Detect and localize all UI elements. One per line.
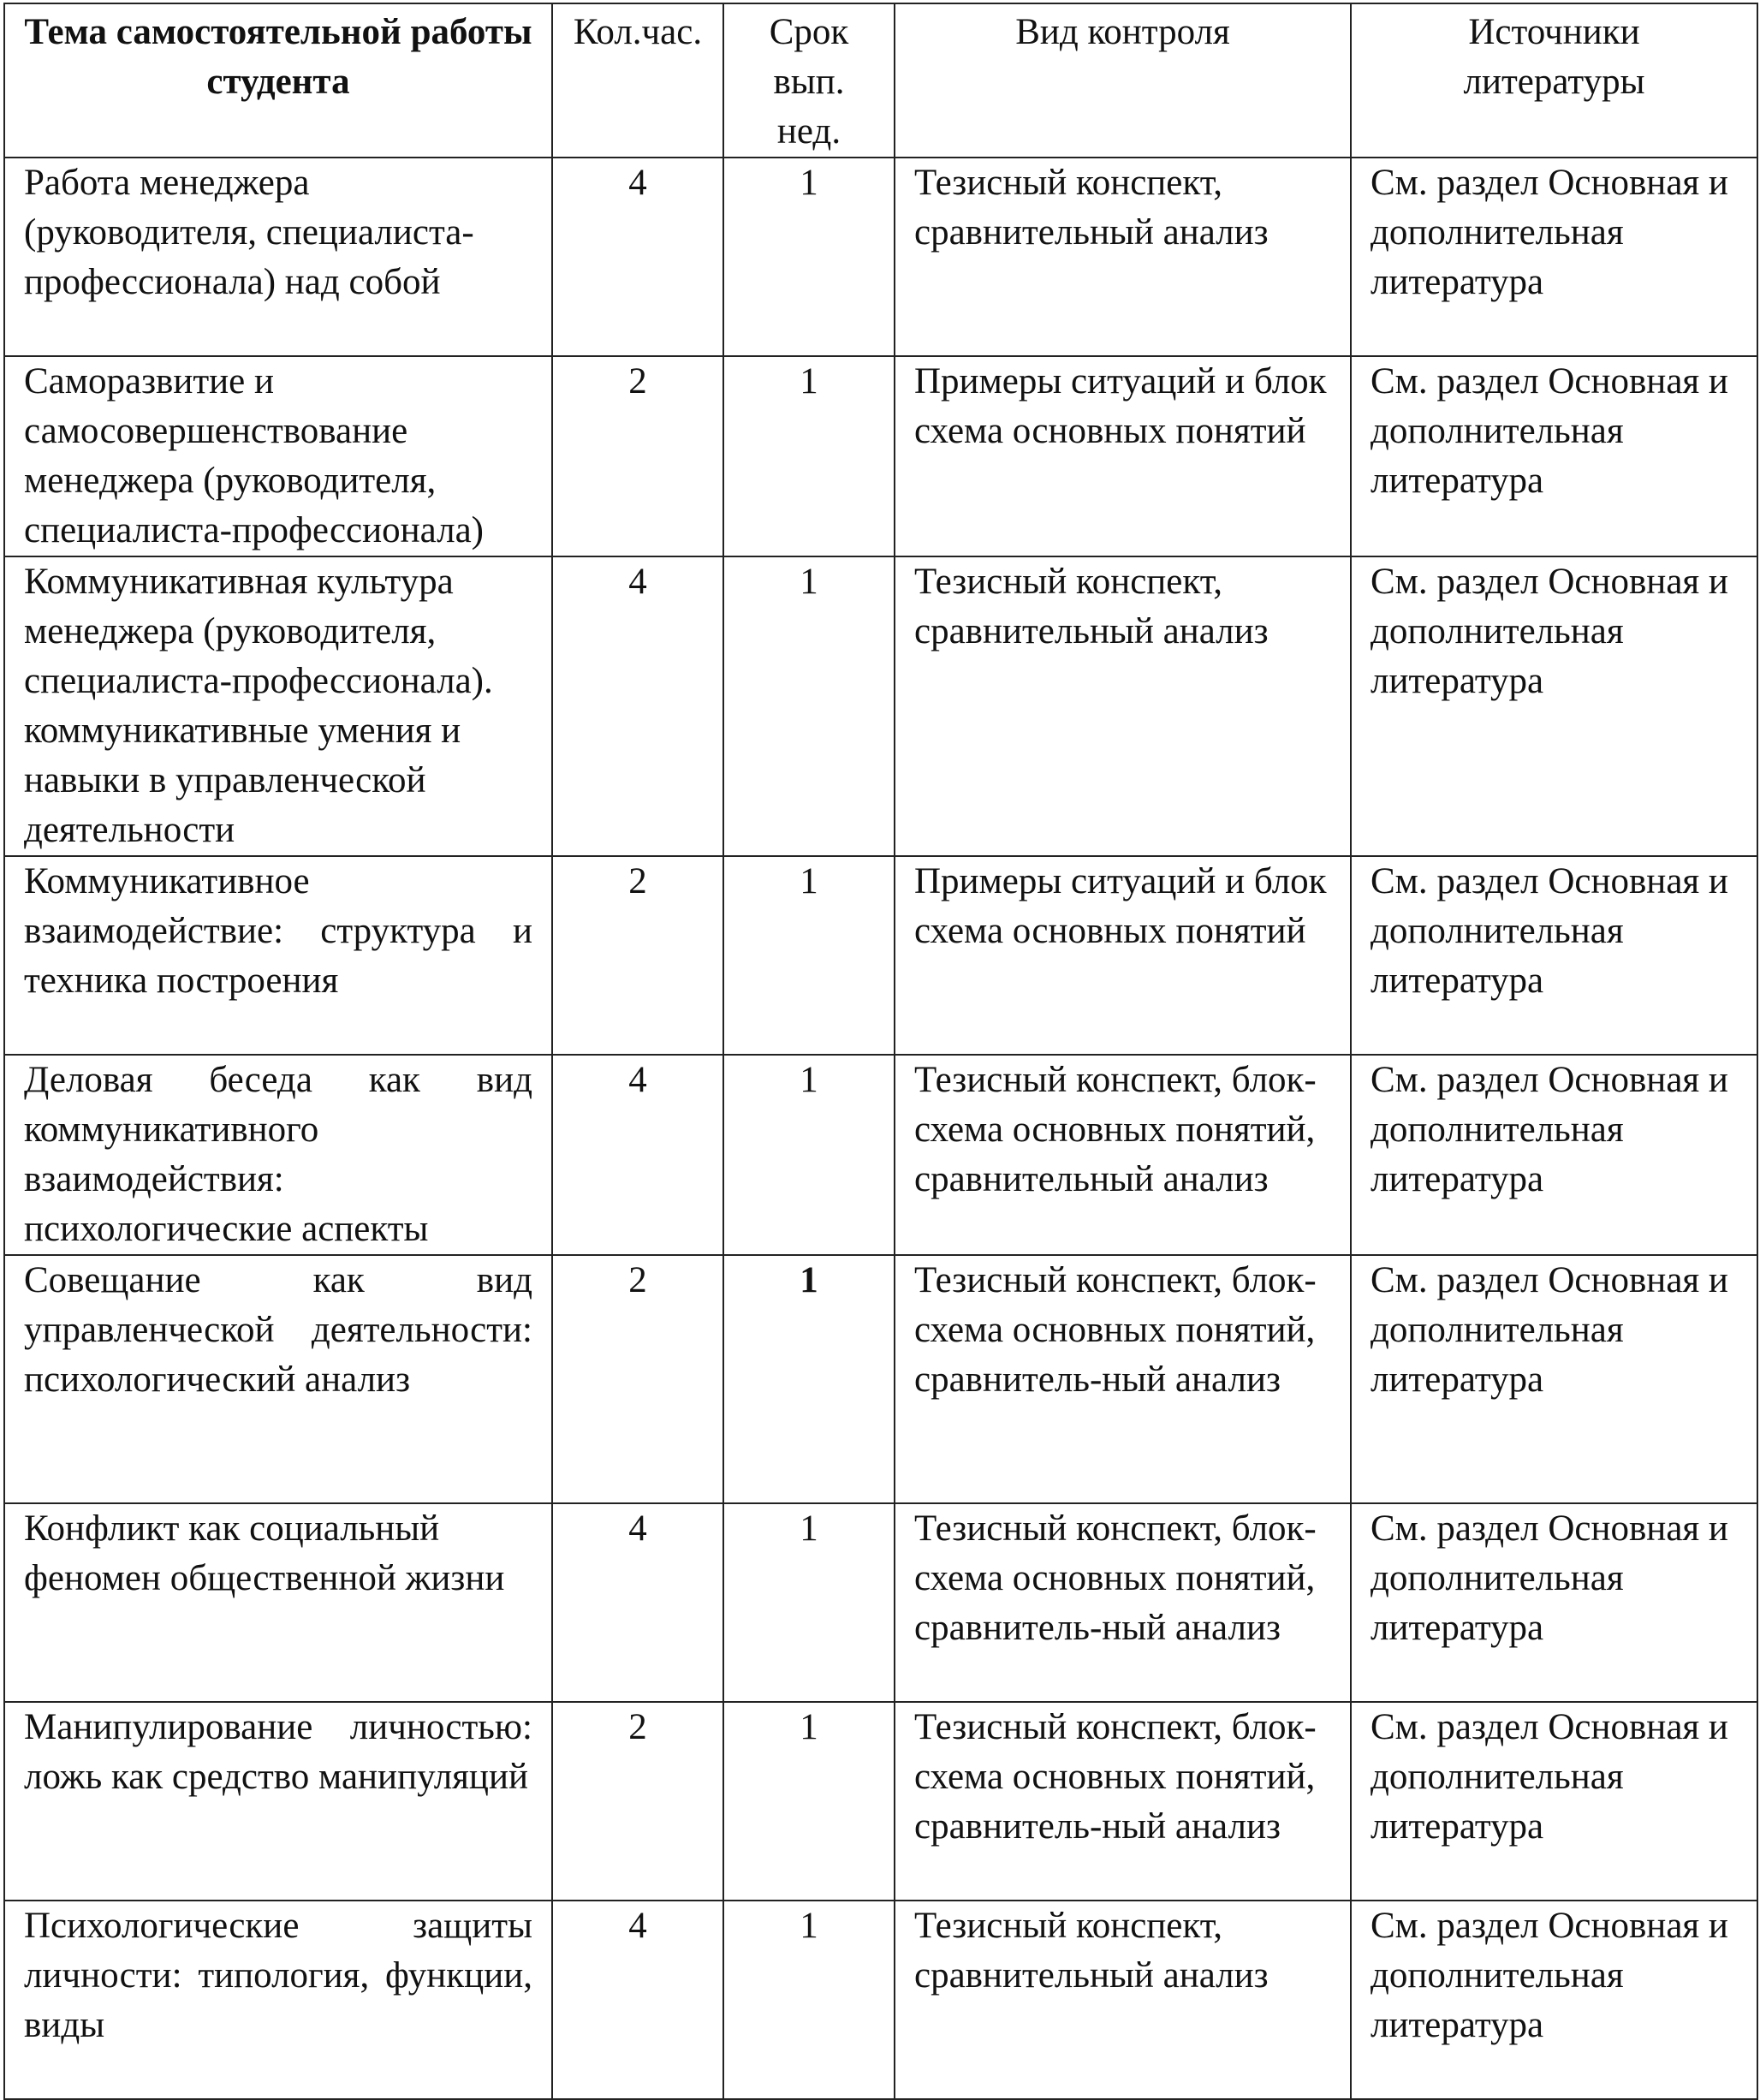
- sources-cell: См. раздел Основная и дополнительная литература: [1351, 158, 1757, 356]
- sources-cell: См. раздел Основная и дополнительная литература: [1351, 856, 1757, 1055]
- topic-cell: Коммуникативное взаимодействие: структура и техника построения: [4, 856, 552, 1055]
- hours-cell: 4: [552, 1055, 723, 1255]
- control-cell: Примеры ситуаций и блок схема основных понятий: [895, 856, 1351, 1055]
- term-cell: 1: [723, 1702, 895, 1901]
- term-cell: 1: [723, 1901, 895, 2099]
- table-row: [4, 1503, 1757, 1702]
- header-row: [4, 3, 1757, 158]
- term-cell: 1: [723, 158, 895, 356]
- hours-cell: 2: [552, 856, 723, 1055]
- topic-cell: Работа менеджера (руководителя, специалиста-профессионала) над собой: [4, 158, 552, 356]
- header-hours: [552, 3, 723, 158]
- hours-cell: 4: [552, 1901, 723, 2099]
- control-cell: Тезисный конспект, блок-схема основных понятий, сравнитель-ный анализ: [895, 1702, 1351, 1901]
- control-cell: Тезисный конспект, сравнительный анализ: [895, 1901, 1351, 2099]
- control-cell: Тезисный конспект, сравнительный анализ: [895, 158, 1351, 356]
- hours-cell: 2: [552, 356, 723, 556]
- header-term-text: Срок вып. нед.: [769, 12, 849, 152]
- control-cell: Тезисный конспект, блок-схема основных понятий, сравнительный анализ: [895, 1055, 1351, 1255]
- topic-cell: Саморазвитие и самосовершенствование менеджера (руководителя, специалиста-профессионала): [4, 356, 552, 556]
- sources-cell: См. раздел Основная и дополнительная литература: [1351, 1702, 1757, 1901]
- topic-cell: Манипулирование личностью: ложь как средство манипуляций: [4, 1702, 552, 1901]
- hours-cell: 4: [552, 556, 723, 856]
- term-cell: 1: [723, 556, 895, 856]
- hours-cell: 4: [552, 1503, 723, 1702]
- hours-cell: 4: [552, 158, 723, 356]
- sources-cell: См. раздел Основная и дополнительная литература: [1351, 1055, 1757, 1255]
- table-row: [4, 356, 1757, 556]
- sources-cell: См. раздел Основная и дополнительная литература: [1351, 1901, 1757, 2099]
- term-cell: 1: [723, 356, 895, 556]
- table-row: [4, 1055, 1757, 1255]
- topic-cell: Коммуникативная культура менеджера (руководителя, специалиста-профессионала). коммуникативные умения и навыки в управленческой деятельности: [4, 556, 552, 856]
- term-cell: 1: [723, 1255, 895, 1503]
- sources-cell: См. раздел Основная и дополнительная литература: [1351, 1255, 1757, 1503]
- term-cell: 1: [723, 856, 895, 1055]
- table-row: [4, 1702, 1757, 1901]
- header-term: [723, 3, 895, 158]
- topic-cell: Совещание как вид управленческой деятельности: психологический анализ: [4, 1255, 552, 1503]
- hours-cell: 2: [552, 1702, 723, 1901]
- hours-cell: 2: [552, 1255, 723, 1503]
- header-sources: [1351, 3, 1757, 158]
- header-control-text: Вид контроля: [1015, 12, 1230, 52]
- topic-cell: Конфликт как социальный феномен общественной жизни: [4, 1503, 552, 1702]
- header-topic-text: Тема самостоятельной работы студента: [24, 12, 532, 102]
- header-hours-text: Кол.час.: [573, 12, 703, 52]
- sources-cell: См. раздел Основная и дополнительная литература: [1351, 556, 1757, 856]
- table-body: [4, 158, 1757, 2099]
- term-cell: 1: [723, 1503, 895, 1702]
- table-row: [4, 856, 1757, 1055]
- header-control: [895, 3, 1351, 158]
- table-row: [4, 1901, 1757, 2099]
- table-row: [4, 158, 1757, 356]
- table-header: [4, 3, 1757, 158]
- header-topic: [4, 3, 552, 158]
- control-cell: Тезисный конспект, блок-схема основных понятий, сравнитель-ный анализ: [895, 1503, 1351, 1702]
- header-sources-text: Источники литературы: [1463, 12, 1645, 102]
- sources-cell: См. раздел Основная и дополнительная литература: [1351, 356, 1757, 556]
- table-row: [4, 556, 1757, 856]
- topic-cell: Деловая беседа как вид коммуникативного взаимодействия: психологические аспекты: [4, 1055, 552, 1255]
- topic-cell: Психологические защиты личности: типология, функции, виды: [4, 1901, 552, 2099]
- table-row: [4, 1255, 1757, 1503]
- self-study-table: [3, 3, 1758, 2100]
- control-cell: Примеры ситуаций и блок схема основных понятий: [895, 356, 1351, 556]
- control-cell: Тезисный конспект, сравнительный анализ: [895, 556, 1351, 856]
- sources-cell: См. раздел Основная и дополнительная литература: [1351, 1503, 1757, 1702]
- term-cell: 1: [723, 1055, 895, 1255]
- control-cell: Тезисный конспект, блок-схема основных понятий, сравнитель-ный анализ: [895, 1255, 1351, 1503]
